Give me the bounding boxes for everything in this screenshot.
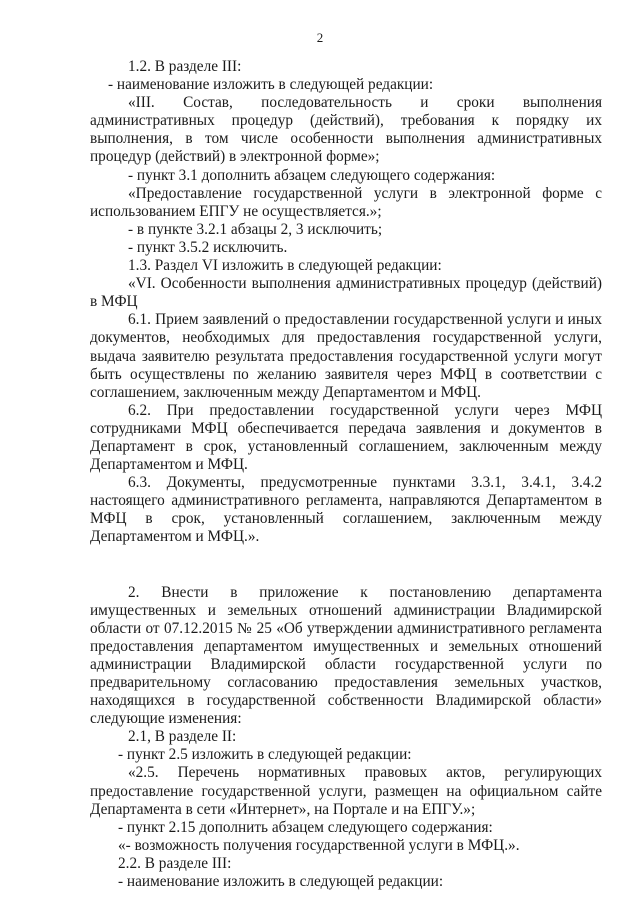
text-line: администрации Владимирской области государственной услуги по [90,655,602,673]
text-line: процедур (действий) в электронной форме»; [90,148,380,166]
text-line: 6.2. При предоставлении государственной услуги через МФЦ [128,401,602,419]
text-line: «Предоставление государственной услуги в электронной форме с [128,184,602,202]
text-line: сотрудниками МФЦ обеспечивается передача заявления и документов в [90,419,602,437]
text-line: Департаментом и МФЦ.». [90,528,260,546]
text-line: - пункт 3.1 дополнить абзацем следующего содержания: [128,166,496,184]
text-line: «- возможность получения государственной услуги в МФЦ.». [118,836,520,854]
text-line: в МФЦ [90,293,138,311]
text-line: 2.2. В разделе III: [118,854,232,872]
text-line: Департамент в срок, установленный соглашением, заключенным между [90,437,602,455]
text-line: - наименование изложить в следующей редакции: [118,873,444,891]
document-body [90,58,602,891]
text-line: соглашением, заключенным между Департаментом и МФЦ. [90,383,481,401]
text-line: следующие изменения: [90,710,242,728]
text-line: - наименование изложить в следующей редакции: [108,76,434,94]
text-line: МФЦ в срок, установленный соглашением, заключенным между [90,510,602,528]
paragraph-gap [90,547,602,584]
text-line: 2. Внести в приложение к постановлению департамента [128,583,602,601]
text-line: находящихся в государственной собственности Владимирской области» [90,692,602,710]
text-line: документов, необходимых для предоставления государственной услуги, [90,329,602,347]
text-line: имущественных и земельных отношений администрации Владимирской [90,601,602,619]
text-line: 1.2. В разделе III: [128,58,242,75]
text-line: - пункт 3.5.2 исключить. [128,238,288,256]
text-line: «III. Состав, последовательность и сроки выполнения [128,94,602,112]
text-line: административных процедур (действий), требования к порядку их [90,112,602,130]
text-line: - пункт 2.15 дополнить абзацем следующего содержания: [118,818,493,836]
text-line: предоставление государственной услуги, размещен на официальном сайте [90,782,602,800]
text-line: Департаментом и МФЦ. [90,456,248,474]
text-line: предоставления департаментом имущественных и земельных отношений [90,637,602,655]
text-line: «VI. Особенности выполнения административных процедур (действий) [128,275,602,293]
text-line: выполнения, в том числе особенности выполнения административных [90,130,602,148]
text-line: использованием ЕПГУ не осуществляется.»; [90,202,382,220]
text-line: 6.1. Прием заявлений о предоставлении государственной услуги и иных [128,311,602,329]
page-number: 2 [316,30,324,45]
text-line: - пункт 2.5 изложить в следующей редакции: [118,746,412,764]
text-line: быть осуществлены по желанию заявителя через МФЦ в соответствии с [90,365,602,383]
text-line: - в пункте 3.2.1 абзацы 2, 3 исключить; [128,220,383,238]
text-line: предварительному согласованию предоставления земельных участков, [90,674,602,691]
text-line: области от 07.12.2015 № 25 «Об утверждении административного регламента [90,619,602,637]
text-line: 2.1, В разделе II: [128,728,237,746]
text-line: выдача заявителю результата предоставления государственной услуги могут [90,347,602,365]
text-line: 1.3. Раздел VI изложить в следующей редакции: [128,257,442,275]
text-line: настоящего административного регламента, направляются Департаментом в [90,492,602,510]
text-line: 6.3. Документы, предусмотренные пунктами 3.3.1, 3.4.1, 3.4.2 [128,474,602,492]
text-line: «2.5. Перечень нормативных правовых актов, регулирующих [128,764,602,782]
text-line: Департамента в сети «Интернет», на Портале и на ЕПГУ.»; [90,800,476,818]
